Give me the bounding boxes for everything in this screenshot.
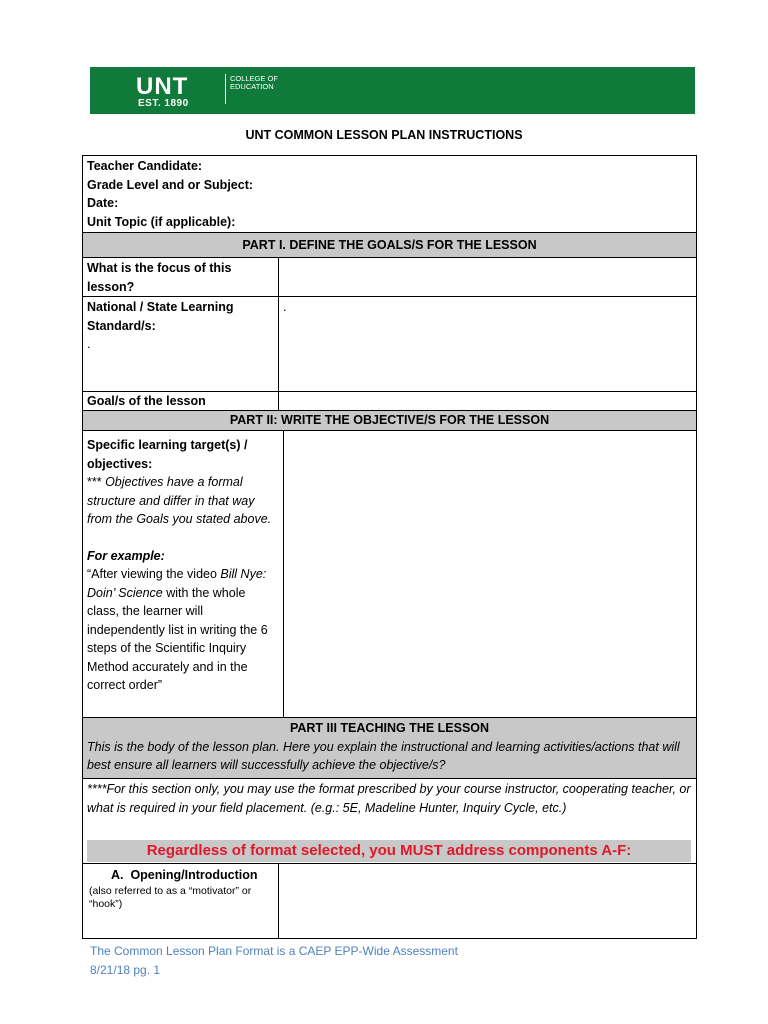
part3-heading: PART III TEACHING THE LESSON	[289, 721, 490, 735]
logo-college	[230, 75, 290, 91]
header-banner	[90, 67, 695, 114]
unit-topic-label: Unit Topic (if applicable):	[87, 214, 236, 229]
standards-label: National / State Learning Standard/s:	[87, 300, 234, 333]
example-title: Bill Nye: Doin’ Science	[87, 567, 267, 600]
components-banner: Regardless of format selected, you MUST address components A-F:	[87, 840, 691, 862]
goals-label: Goal/s of the lesson	[82, 391, 279, 411]
objectives-note	[87, 473, 279, 529]
objectives-label: Specific learning target(s) / objectives:	[87, 438, 248, 471]
example-part2: with the whole class, the learner will independently list in writing the 6 steps of the Scientific Inquiry Method accurately and in the correct order”	[87, 585, 268, 692]
part2-heading: PART II: WRITE THE OBJECTIVE/S FOR THE LESSON	[82, 410, 697, 431]
opening-letter: A.	[111, 868, 124, 882]
opening-field[interactable]	[278, 863, 697, 939]
opening-label: Opening/Introduction	[130, 868, 258, 882]
objectives-cell	[82, 430, 284, 718]
example-label: For example:	[87, 548, 165, 563]
footer-date-page: 8/21/18 pg. 1	[90, 963, 161, 977]
info-block	[82, 155, 697, 233]
standards-cell	[82, 296, 279, 392]
logo-established: EST. 1890	[138, 98, 189, 109]
opening-label-line	[87, 866, 274, 885]
part3-body: This is the body of the lesson plan. Here you explain the instructional and learning activities/actions that will best ensure all learners will successfully achieve the objective/s?	[87, 739, 680, 772]
logo-name: UNT	[136, 73, 189, 100]
format-note: ****For this section only, you may use the format prescribed by your course instructor, cooperating teacher, or what is required in your field placement. (e.g.: 5E, Madeline Hunter, Inquiry Cycle, etc.)	[87, 782, 691, 815]
opening-note: (also referred to as a “motivator” or “hook”)	[89, 884, 252, 910]
opening-cell	[82, 863, 279, 939]
example-text	[87, 565, 279, 695]
objectives-note-prefix: ***	[87, 475, 106, 489]
focus-label: What is the focus of this lesson?	[82, 257, 279, 297]
example-part1: “After viewing the video	[87, 567, 221, 581]
part1-heading: PART I. DEFINE THE GOALS/S FOR THE LESSON	[82, 232, 697, 258]
teacher-candidate-label: Teacher Candidate:	[87, 159, 203, 173]
standards-dot: .	[87, 337, 91, 351]
logo-college-line2: EDUCATION	[230, 82, 274, 91]
objectives-field[interactable]	[283, 430, 697, 718]
part3-section	[82, 717, 697, 779]
focus-field[interactable]	[278, 257, 697, 297]
logo-divider	[225, 74, 226, 104]
grade-level-label: Grade Level and or Subject:	[87, 177, 254, 192]
standards-field[interactable]	[278, 296, 697, 392]
footer-assessment-note: The Common Lesson Plan Format is a CAEP EPP-Wide Assessment	[90, 944, 458, 958]
document-title: UNT COMMON LESSON PLAN INSTRUCTIONS	[245, 128, 523, 142]
standards-value: .	[283, 300, 287, 314]
logo-college-line1: COLLEGE OF	[230, 74, 278, 83]
date-label: Date:	[87, 196, 119, 210]
goals-field[interactable]	[278, 391, 697, 411]
objectives-note-text: Objectives have a formal structure and differ in that way from the Goals you stated above.	[87, 475, 272, 526]
